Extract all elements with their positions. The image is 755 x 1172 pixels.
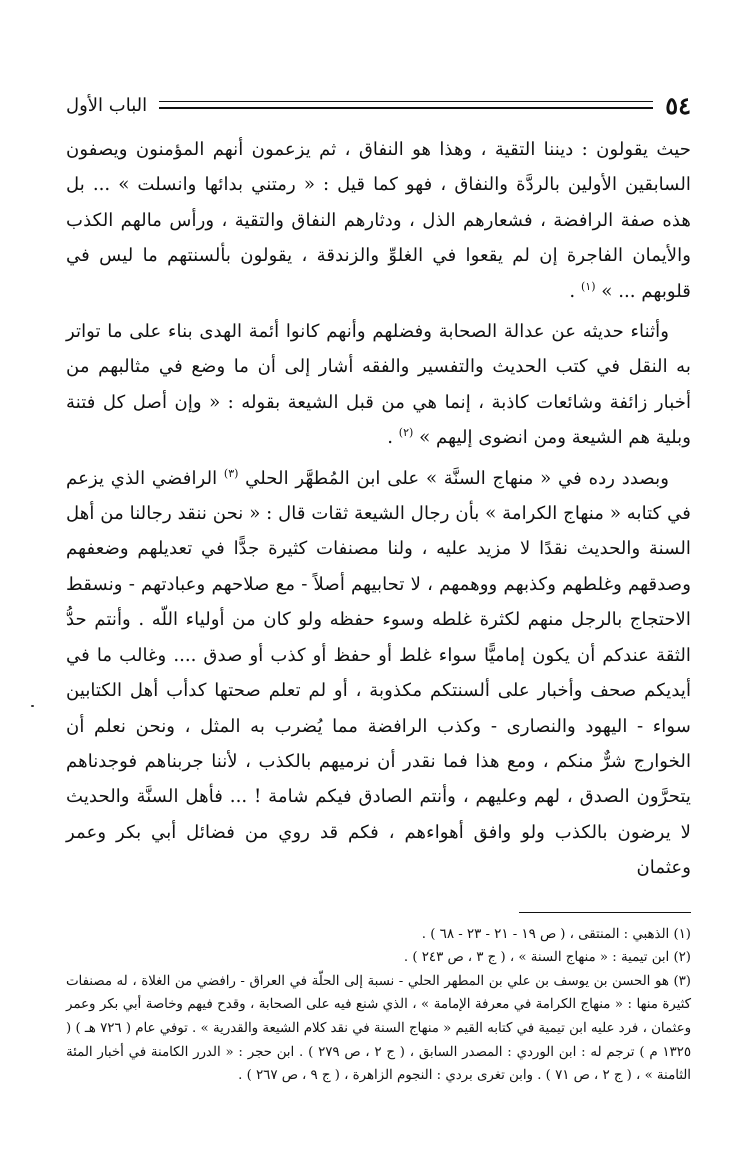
paragraph-3 (66, 461, 691, 886)
footnote-3: (٣) هو الحسن بن يوسف بن علي بن المطهر الحلي - نسبة إلى الحلّة في العراق - رافضي من الغلاة ، له مصنفات كثيرة منها : « منهاج الكرامة في معرفة الإمامة » ، الذي شنع فيه على الصحابة ، وقدح فيهم وخاصة أبي بكر وعمر وعثمان ، فرد عليه ابن تيمية في كتابه القيم « منهاج السنة في نقد كلام الشيعة والقدرية » . توفي عام ( ٧٢٦ هـ ) ( ١٣٢٥ م ) ترجم له : ابن الوردي : المصدر السابق ، ( ج ٢ ، ص ٢٧٩ ) . ابن حجر : « الدرر الكامنة في أخبار المئة الثامنة » ، ( ج ٢ ، ص ٧١ ) . وابن تغرى بردي : النجوم الزاهرة ، ( ج ٩ ، ص ٢٦٧ ) . (66, 973, 691, 1084)
paragraph-text: الرافضي الذي يزعم في كتابه « منهاج الكرامة » بأن رجال الشيعة ثقات قال : « نحن ننقد رجالنا من أهل السنة والحديث نقدًا لا مزيد عليه ، ولنا مصنفات كثيرة جدًّا في تعديلهم وضعفهم وصدقهم وغلطهم وكذبهم ووهمهم ، لا تحابيهم أصلاً - مع صلاحهم وعبادتهم - ونسقط الاحتجاج بالرجل منهم لكثرة غلطه وسوء حفظه ولو كان من أولياء اللّه . وأنتم حدُّ الثقة عندكم أن يكون إماميًّا سواء غلط أو حفظ أو كذب أو صدق .... وغالب ما في أيديكم صحف وأخبار على ألسنتكم مكذوبة ، أو لم تعلم صحتها كدأب أهل الكتابين سواء - اليهود والنصارى - وكذب الرافضة مما يُضرب به المثل ، ونحن نعلم أن الخوارج شرٌّ منكم ، ومع هذا فما نقدر أن نرميهم بالكذب ، لأننا جربناهم فوجدناهم يتحرَّون الصدق ، لهم وعليهم ، وأنتم الصادق فيكم شامة ! ... فأهل السنَّة والحديث لا يرضون بالكذب ولو وافق أهواءهم ، فكم قد روي من فضائل أبي بكر وعمر وعثمان (66, 467, 691, 879)
header-divider (159, 101, 653, 109)
footnote-divider (519, 912, 691, 913)
paragraph-tail: . (387, 427, 399, 449)
paragraph-2 (66, 314, 691, 456)
book-page (66, 88, 691, 1088)
paragraph-text: حيث يقولون : ديننا التقية ، وهذا هو النفاق ، ثم يزعمون أنهم المؤمنون ويصفون السابقين الأولين بالردَّة والنفاق ، فهو كما قيل : « رمتني بدائها وانسلت » ... بل هذه صفة الرافضة ، فشعارهم الذل ، ودثارهم النفاق والتقية ، ورأس مالهم الكذب والأيمان الفاجرة إن لم يقعوا في الغلوِّ والزندقة ، يقولون بألسنتهم ما ليس في قلوبهم ... » (66, 139, 691, 302)
footnote-2: (٢) ابن تيمية : « منهاج السنة » ، ( ج ٣ ، ص ٢٤٣ ) . (403, 950, 691, 966)
paragraph-text: وبصدد رده في « منهاج السنَّة » على ابن المُطهَّر الحلي (238, 467, 669, 489)
footnote-ref-2: (٢) (398, 426, 414, 440)
running-header (66, 88, 691, 122)
chapter-title: الباب الأول (66, 94, 148, 116)
paragraph-1 (66, 132, 691, 309)
footnote-ref-1: (١) (581, 279, 596, 293)
footnotes (66, 923, 691, 1088)
footnote-ref-3: (٣) (223, 466, 239, 480)
footnote-1: (١) الذهبي : المنتقى ، ( ص ١٩ - ٢١ - ٢٣ - ٦٨ ) . (421, 926, 691, 942)
main-text (66, 132, 691, 886)
margin-speck (31, 705, 34, 707)
page-number: ٥٤ (665, 90, 691, 120)
paragraph-text: وأثناء حديثه عن عدالة الصحابة وفضلهم وأنهم كانوا أئمة الهدى بناء على ما تواتر به النقل في كتب الحديث والتفسير والفقه أشار إلى أن ما وضع في مثالبهم من أخبار زائفة وشائعات كاذبة ، إنما هي من قبل الشيعة بقوله : « وإن أصل كل فتنة وبلية هم الشيعة ومن انضوى إليهم » (66, 321, 691, 449)
paragraph-tail: . (569, 280, 581, 302)
